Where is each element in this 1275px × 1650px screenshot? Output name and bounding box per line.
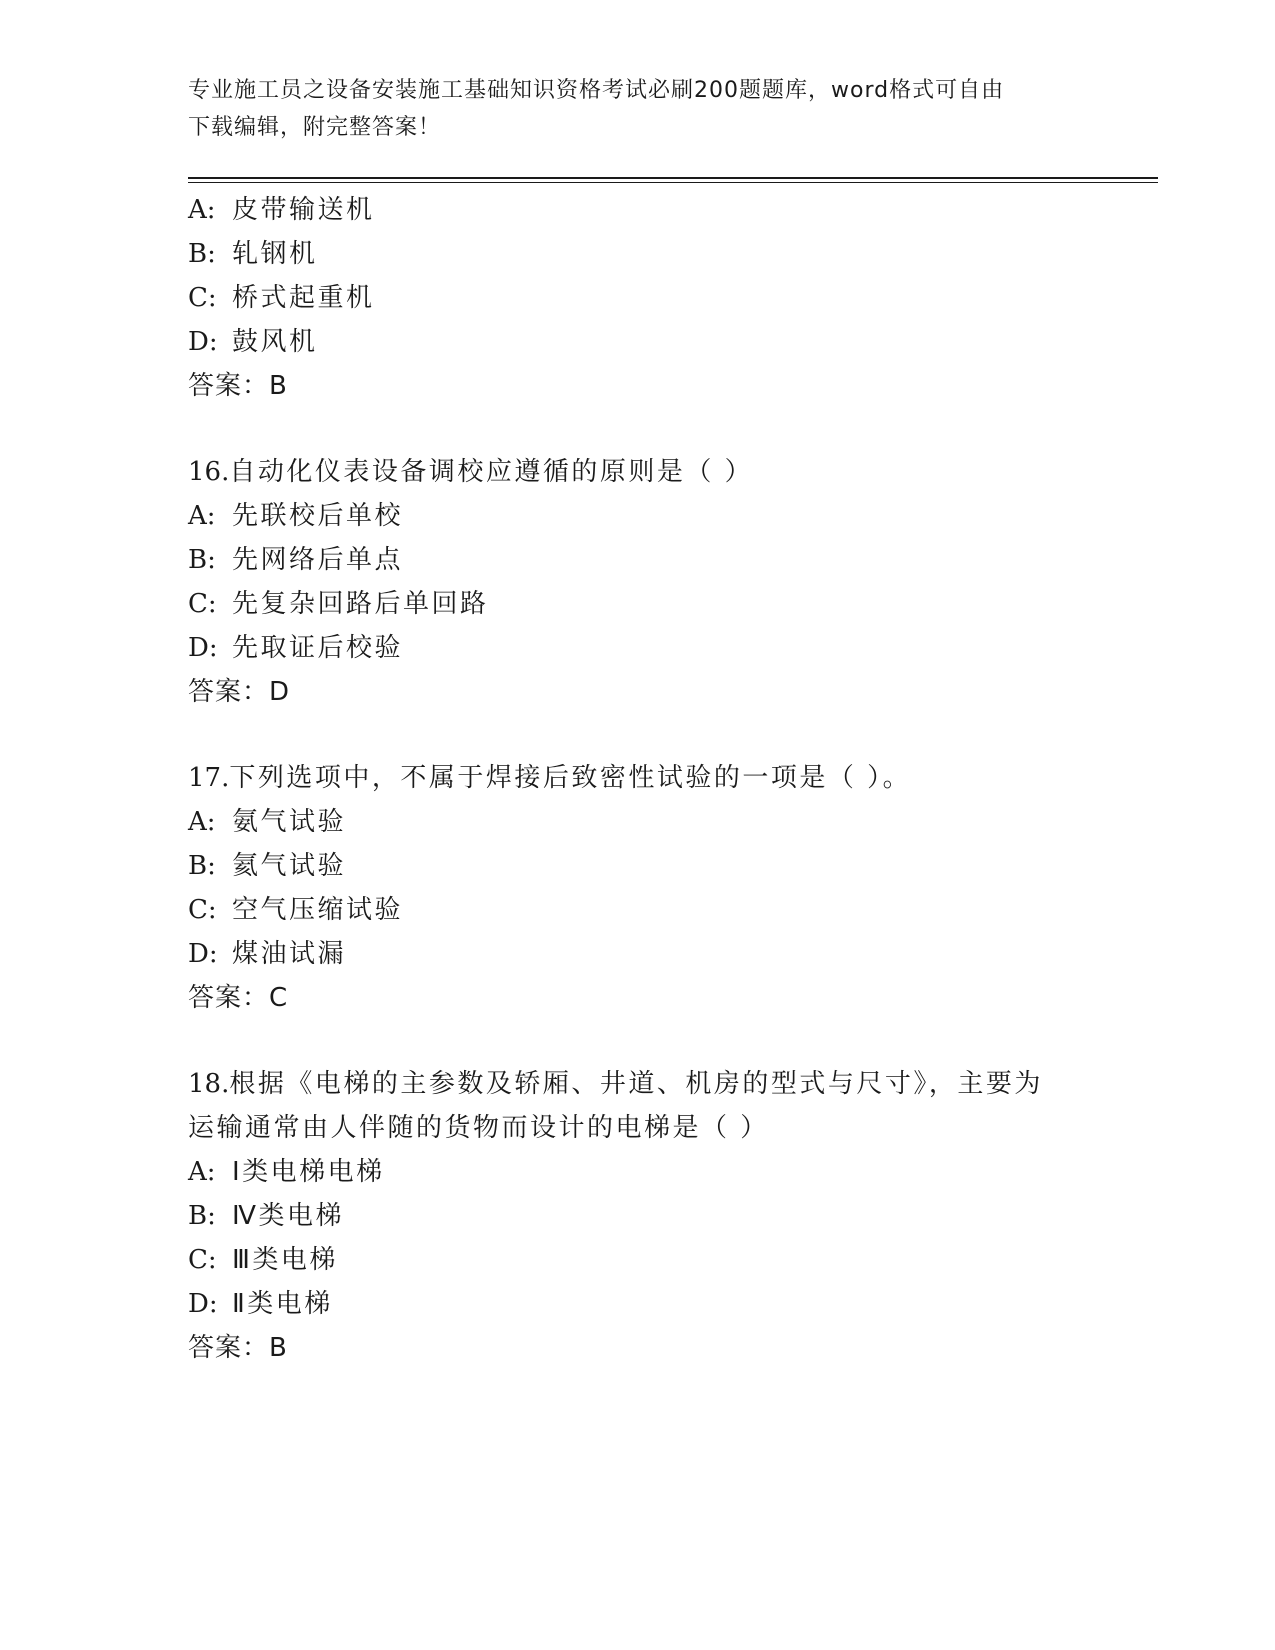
question-17 (188, 762, 911, 794)
question-text: 根据《电梯的主参数及轿厢、井道、机房的型式与尺寸》，主要为 (229, 1069, 1043, 1099)
header-line-1: 专业施工员之设备安装施工基础知识资格考试必刷200题题库，word格式可自由 (188, 78, 1005, 103)
question-text: 自动化仪表设备调校应遵循的原则是（ ） (229, 457, 754, 487)
question-text: 下列选项中，不属于焊接后致密性试验的一项是（ ）。 (229, 763, 912, 793)
header-divider-thick (188, 177, 1158, 179)
option-d: D: 鼓风机 (188, 327, 318, 357)
option-d: D: Ⅱ类电梯 (188, 1289, 333, 1319)
option-c: C: 空气压缩试验 (188, 895, 404, 925)
option-a: A: Ⅰ类电梯电梯 (188, 1157, 385, 1187)
answer-line: 答案：B (188, 371, 288, 401)
option-b: B: 轧钢机 (188, 239, 318, 269)
answer-line: 答案：D (188, 677, 291, 707)
question-16 (188, 456, 753, 488)
question-number: 18. (188, 1069, 230, 1099)
option-a: A: 皮带输送机 (188, 195, 375, 225)
option-b: B: 先网络后单点 (188, 545, 404, 575)
header-line-2: 下载编辑，附完整答案！ (188, 115, 442, 140)
header-divider-thin (188, 182, 1158, 183)
option-b: B: 氦气试验 (188, 851, 347, 881)
option-a: A: 先联校后单校 (188, 501, 404, 531)
question-number: 16. (188, 457, 230, 487)
option-b: B: Ⅳ类电梯 (188, 1201, 344, 1231)
option-d: D: 先取证后校验 (188, 633, 404, 663)
question-text-continued: 运输通常由人伴随的货物而设计的电梯是（ ） (188, 1113, 769, 1143)
option-c: C: 先复杂回路后单回路 (188, 589, 489, 619)
question-number: 17. (188, 763, 230, 793)
answer-line: 答案：B (188, 1333, 288, 1363)
document-header (188, 72, 1088, 146)
option-a: A: 氨气试验 (188, 807, 347, 837)
option-c: C: Ⅲ类电梯 (188, 1245, 338, 1275)
option-c: C: 桥式起重机 (188, 283, 375, 313)
question-18 (188, 1068, 1043, 1100)
answer-line: 答案：C (188, 983, 289, 1013)
option-d: D: 煤油试漏 (188, 939, 347, 969)
